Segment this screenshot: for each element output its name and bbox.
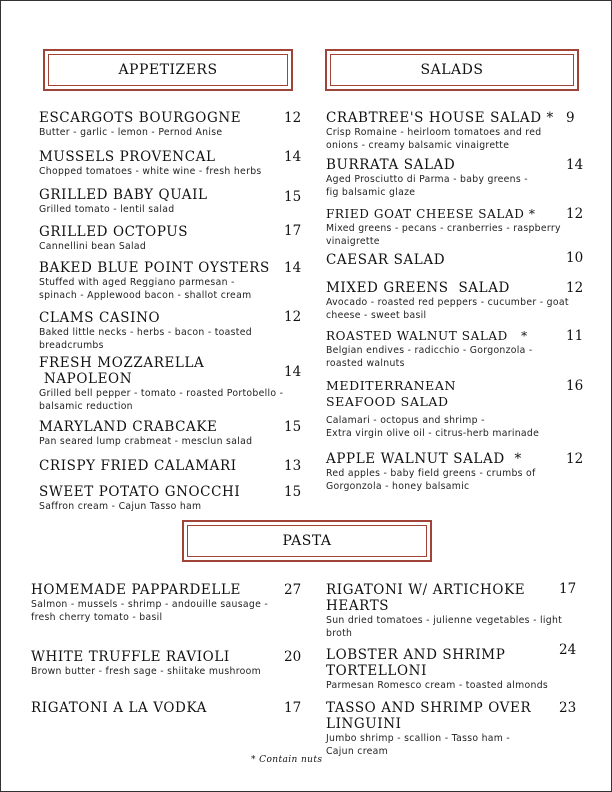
menu-item-caesar [326, 252, 445, 268]
item-name: MARYLAND CRABCAKE [39, 419, 218, 435]
menu-item-goat-cheese [326, 206, 561, 248]
appetizers-header [43, 49, 293, 91]
item-price: 13 [284, 458, 302, 474]
item-name: BURRATA SALAD [326, 157, 456, 173]
salads-title: SALADS [330, 54, 574, 86]
menu-item-escargots [39, 110, 241, 139]
item-description: Grilled tomato - lentil salad [39, 204, 175, 215]
item-description: Stuffed with aged Reggiano parmesan - spinach - Applewood bacon - shallot cream [39, 277, 252, 301]
menu-item-mussels [39, 149, 262, 178]
menu-item-mozzarella [39, 355, 283, 413]
item-price: 17 [284, 700, 302, 716]
item-name: MEDITERRANEAN SEAFOOD SALAD [326, 378, 457, 409]
item-price: 27 [284, 582, 302, 598]
item-description: Brown butter - fresh sage - shiitake mushroom [31, 666, 261, 677]
pasta-title: PASTA [187, 525, 427, 557]
item-description: Calamari - octopus and shrimp - Extra virgin olive oil - citrus-herb marinade [326, 415, 540, 439]
menu-item-apple-walnut [326, 451, 536, 493]
item-price: 14 [566, 157, 584, 173]
item-description: Chopped tomatoes - white wine - fresh herbs [39, 166, 262, 177]
item-price: 15 [284, 484, 302, 500]
item-name: BAKED BLUE POINT OYSTERS [39, 260, 270, 276]
item-price: 14 [284, 364, 302, 380]
item-price: 12 [284, 110, 302, 126]
item-description: Butter - garlic - lemon - Pernod Anise [39, 127, 223, 138]
menu-item-mixed-greens [326, 280, 569, 322]
item-description: Sun dried tomatoes - julienne vegetables - light broth [326, 615, 563, 639]
menu-item-calamari [39, 458, 237, 474]
menu-item-rigatoni-vodka [31, 700, 207, 716]
item-description: Pan seared lump crabmeat - mesclun salad [39, 436, 253, 447]
item-description: Grilled bell pepper - tomato - roasted Portobello - balsamic reduction [39, 388, 284, 412]
menu-item-gnocchi [39, 484, 240, 513]
item-price: 10 [566, 250, 584, 266]
item-name: CLAMS CASINO [39, 310, 161, 326]
item-price: 14 [284, 149, 302, 165]
item-price: 12 [284, 309, 302, 325]
appetizers-title: APPETIZERS [48, 54, 288, 86]
item-description: Mixed greens - pecans - cranberries - raspberry vinaigrette [326, 223, 561, 247]
item-name: CRABTREE'S HOUSE SALAD * [326, 110, 554, 126]
item-name: GRILLED BABY QUAIL [39, 187, 208, 203]
item-name: TASSO AND SHRIMP OVER LINGUINI [326, 700, 532, 732]
item-name: ESCARGOTS BOURGOGNE [39, 110, 242, 126]
item-name: SWEET POTATO GNOCCHI [39, 484, 241, 500]
item-name: GRILLED OCTOPUS [39, 224, 189, 240]
item-description: Avocado - roasted red peppers - cucumber - goat cheese - sweet basil [326, 297, 569, 321]
item-description: Crisp Romaine - heirloom tomatoes and red onions - creamy balsamic vinaigrette [326, 127, 542, 151]
menu-item-house-salad [326, 110, 554, 152]
menu-item-pappardelle [31, 582, 268, 624]
item-description: Saffron cream - Cajun Tasso ham [39, 501, 202, 512]
footnote-nuts: * Contain nuts [251, 755, 323, 765]
item-name: HOMEMADE PAPPARDELLE [31, 582, 241, 598]
menu-item-quail [39, 187, 208, 216]
item-price: 12 [566, 451, 584, 467]
item-name: FRIED GOAT CHEESE SALAD * [326, 207, 536, 221]
item-name: ROASTED WALNUT SALAD * [326, 329, 528, 343]
item-price: 9 [566, 110, 575, 126]
menu-item-clams [39, 310, 252, 352]
menu-item-burrata [326, 157, 528, 199]
item-description: Salmon - mussels - shrimp - andouille sausage - fresh cherry tomato - basil [31, 599, 268, 623]
item-price: 15 [284, 189, 302, 205]
menu-item-ravioli [31, 649, 261, 678]
item-price: 12 [566, 280, 584, 296]
item-price: 23 [559, 700, 577, 716]
item-description: Jumbo shrimp - scallion - Tasso ham - Cajun cream [326, 733, 511, 757]
item-name: LOBSTER AND SHRIMP TORTELLONI [326, 647, 506, 679]
item-price: 11 [566, 328, 584, 344]
item-description: Aged Prosciutto di Parma - baby greens - fig balsamic glaze [326, 174, 528, 198]
pasta-header [182, 520, 432, 562]
item-name: APPLE WALNUT SALAD * [326, 451, 522, 467]
item-name: RIGATONI W/ ARTICHOKE HEARTS [326, 582, 526, 614]
item-price: 24 [559, 642, 577, 658]
menu-item-tasso-shrimp [326, 700, 531, 758]
menu-item-tortelloni [326, 647, 548, 692]
menu-item-rigatoni-artichoke [326, 582, 562, 640]
menu-item-octopus [39, 224, 188, 253]
item-name: FRESH MOZZARELLA NAPOLEON [39, 355, 205, 387]
item-name: MUSSELS PROVENCAL [39, 149, 216, 165]
menu-item-crabcake [39, 419, 252, 448]
item-name: CAESAR SALAD [326, 252, 446, 268]
item-price: 14 [284, 260, 302, 276]
item-description: Red apples - baby field greens - crumbs of Gorgonzola - honey balsamic [326, 468, 536, 492]
item-price: 16 [566, 378, 584, 394]
item-description: Baked little necks - herbs - bacon - toasted breadcrumbs [39, 327, 252, 351]
item-name: RIGATONI A LA VODKA [31, 700, 207, 716]
item-description: Belgian endives - radicchio - Gorgonzola - roasted walnuts [326, 345, 533, 369]
item-price: 12 [566, 206, 584, 222]
salads-header [325, 49, 579, 91]
item-price: 15 [284, 419, 302, 435]
item-description: Parmesan Romesco cream - toasted almonds [326, 680, 549, 691]
item-name: WHITE TRUFFLE RAVIOLI [31, 649, 230, 665]
item-price: 17 [284, 223, 302, 239]
item-price: 20 [284, 649, 302, 665]
menu-item-roasted-walnut [326, 328, 533, 370]
item-name: CRISPY FRIED CALAMARI [39, 458, 237, 474]
menu-item-mediterranean [326, 378, 539, 440]
menu-item-oysters [39, 260, 270, 302]
item-name: MIXED GREENS SALAD [326, 280, 510, 296]
item-price: 17 [559, 581, 577, 597]
item-description: Cannellini bean Salad [39, 241, 147, 252]
